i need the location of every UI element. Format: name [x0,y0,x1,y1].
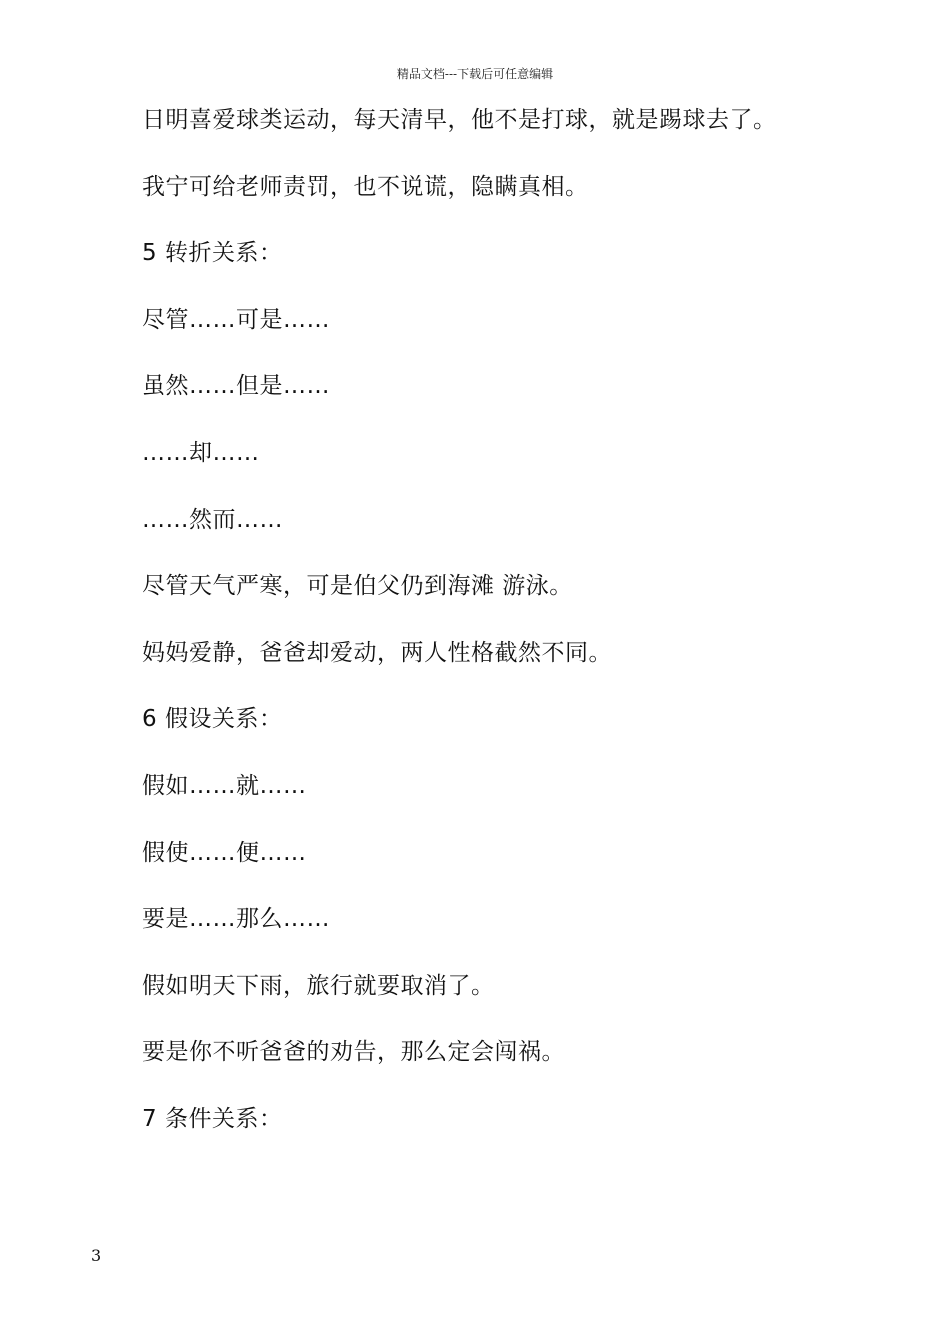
pattern-line: ……然而…… [142,506,283,533]
example-sentence: 尽管天气严寒，可是伯父仍到海滩 游泳。 [142,573,573,600]
section-heading-hypothesis: 6 假设关系： [142,706,283,733]
page-number: 3 [91,1246,102,1265]
pattern-line: 假使……便…… [142,839,307,866]
page-header: 精品文档---下载后可任意编辑 [396,67,554,81]
text-line: 日明喜爱球类运动，每天清早，他不是打球，就是踢球去了。 [142,107,777,133]
pattern-line: 假如……就…… [142,772,307,799]
pattern-line: 尽管……可是…… [142,306,330,333]
example-sentence: 要是你不听爸爸的劝告，那么定会闯祸。 [142,1039,565,1066]
pattern-line: ……却…… [142,439,260,466]
section-heading-condition: 7 条件关系： [142,1105,283,1132]
text-line: 我宁可给老师责罚，也不说谎，隐瞒真相。 [142,173,589,200]
pattern-line: 要是……那么…… [142,906,330,933]
pattern-line: 虽然……但是…… [142,373,330,400]
example-sentence: 妈妈爱静，爸爸却爱动，两人性格截然不同。 [142,639,612,666]
example-sentence: 假如明天下雨，旅行就要取消了。 [142,972,495,999]
section-heading-transition: 5 转折关系： [142,240,283,267]
document-body [142,100,882,1166]
